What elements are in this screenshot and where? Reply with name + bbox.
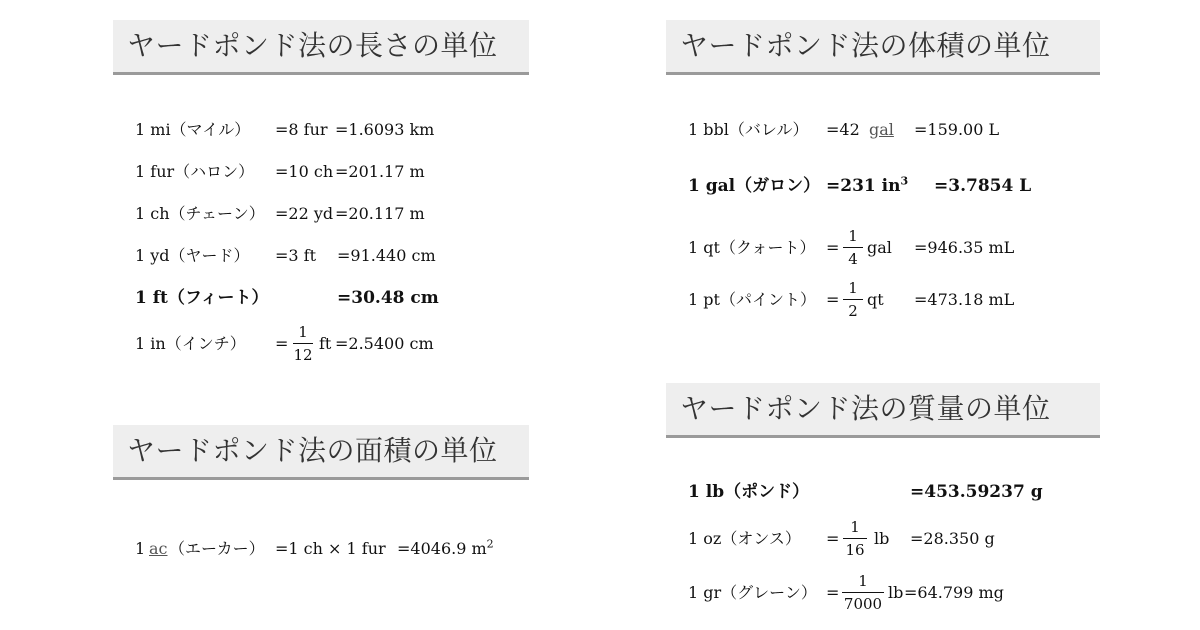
relation (826, 168, 908, 204)
unit-label: 1 pt（パイント） (688, 290, 816, 309)
unit-label: 1 qt（クォート） (688, 238, 816, 257)
unit-name: （エーカー） (169, 539, 265, 558)
fraction-denominator: 4 (848, 250, 858, 268)
mass-row-grain (666, 572, 1100, 613)
unit-label: 1 fur（ハロン） (135, 162, 255, 181)
metric-value: =473.18 mL (914, 290, 1015, 309)
exponent: 3 (900, 174, 909, 188)
fraction-denominator: 2 (848, 302, 858, 320)
volume-row-barrel (666, 112, 1100, 148)
metric-value-text: =4046.9 m (397, 539, 487, 558)
metric-value: =453.59237 g (910, 482, 1043, 502)
length-row-inch (113, 323, 529, 364)
mass-section (666, 383, 1100, 623)
length-section (113, 20, 529, 370)
fraction-bar (293, 343, 313, 344)
unit-label: 1 ft（フィート） (135, 288, 269, 308)
equals-sign: = (826, 529, 840, 548)
equals-sign: = (826, 290, 840, 309)
fraction-numerator: 1 (298, 323, 308, 341)
relation: =42 (826, 120, 860, 139)
volume-row-quart (666, 227, 1100, 268)
volume-title: ヤードポンド法の体積の単位 (666, 20, 1100, 75)
unit-label: 1 gr（グレーン） (688, 583, 817, 602)
fraction-bar (842, 592, 884, 593)
length-row-foot (113, 280, 529, 316)
metric-value (397, 531, 494, 567)
equals-sign: = (826, 238, 840, 257)
mass-title: ヤードポンド法の質量の単位 (666, 383, 1100, 438)
volume-section (666, 20, 1100, 340)
relation-unit: lb (888, 583, 904, 602)
fraction (841, 279, 865, 320)
metric-value: =1.6093 km (335, 120, 435, 139)
metric-value: =3.7854 L (934, 176, 1032, 196)
fraction (840, 572, 886, 613)
length-row-yard (113, 238, 529, 274)
relation: =1 ch × 1 fur (275, 539, 386, 558)
fraction-denominator: 12 (293, 346, 313, 364)
metric-value: =64.799 mg (904, 583, 1004, 602)
unit-label: 1 mi（マイル） (135, 120, 251, 139)
relation-unit: lb (874, 529, 890, 548)
gallon-link[interactable]: gal (869, 120, 894, 139)
metric-value: =28.350 g (910, 529, 995, 548)
unit-label: 1 lb（ポンド） (688, 482, 810, 502)
metric-value: =20.117 m (335, 204, 425, 223)
relation: =10 ch (275, 162, 334, 181)
fraction-numerator: 1 (848, 279, 858, 297)
equals-sign: = (826, 583, 840, 602)
fraction (291, 323, 315, 364)
mass-row-ounce (666, 518, 1100, 559)
mass-row-pound (666, 474, 1100, 510)
area-section (113, 425, 529, 585)
metric-value: =201.17 m (335, 162, 425, 181)
acre-link[interactable]: ac (149, 539, 168, 558)
unit-label: 1 gal（ガロン） (688, 176, 821, 196)
relation-unit: qt (867, 290, 884, 309)
area-row-acre (113, 531, 529, 567)
fraction-denominator: 16 (845, 541, 865, 559)
metric-value: =159.00 L (914, 120, 1000, 139)
fraction-numerator: 1 (848, 227, 858, 245)
metric-value: =30.48 cm (337, 288, 439, 308)
relation: =22 yd (275, 204, 334, 223)
fraction (841, 518, 869, 559)
fraction-bar (843, 247, 863, 248)
metric-value: =2.5400 cm (335, 334, 434, 353)
relation-unit: gal (867, 238, 892, 257)
fraction-denominator: 7000 (843, 595, 883, 613)
fraction-bar (843, 299, 863, 300)
unit-label: 1 oz（オンス） (688, 529, 801, 548)
unit-label: 1 bbl（バレル） (688, 120, 809, 139)
volume-row-pint (666, 279, 1100, 320)
volume-row-gallon (666, 168, 1100, 204)
exponent: 2 (486, 537, 494, 551)
unit-number: 1 (135, 539, 146, 558)
relation: =8 fur (275, 120, 328, 139)
fraction-numerator: 1 (858, 572, 868, 590)
relation-text: =231 in (826, 176, 901, 196)
length-row-mile (113, 112, 529, 148)
equals-sign: = (275, 334, 289, 353)
metric-value: =946.35 mL (914, 238, 1015, 257)
unit-label: 1 ch（チェーン） (135, 204, 265, 223)
fraction-bar (843, 538, 867, 539)
unit-label: 1 in（インチ） (135, 334, 246, 353)
metric-value: =91.440 cm (337, 246, 436, 265)
relation-unit: ft (319, 334, 332, 353)
fraction (841, 227, 865, 268)
unit-label: 1 yd（ヤード） (135, 246, 250, 265)
area-title: ヤードポンド法の面積の単位 (113, 425, 529, 480)
relation: =3 ft (275, 246, 317, 265)
fraction-numerator: 1 (850, 518, 860, 536)
length-title: ヤードポンド法の長さの単位 (113, 20, 529, 75)
length-row-chain (113, 196, 529, 232)
length-row-furlong (113, 154, 529, 190)
